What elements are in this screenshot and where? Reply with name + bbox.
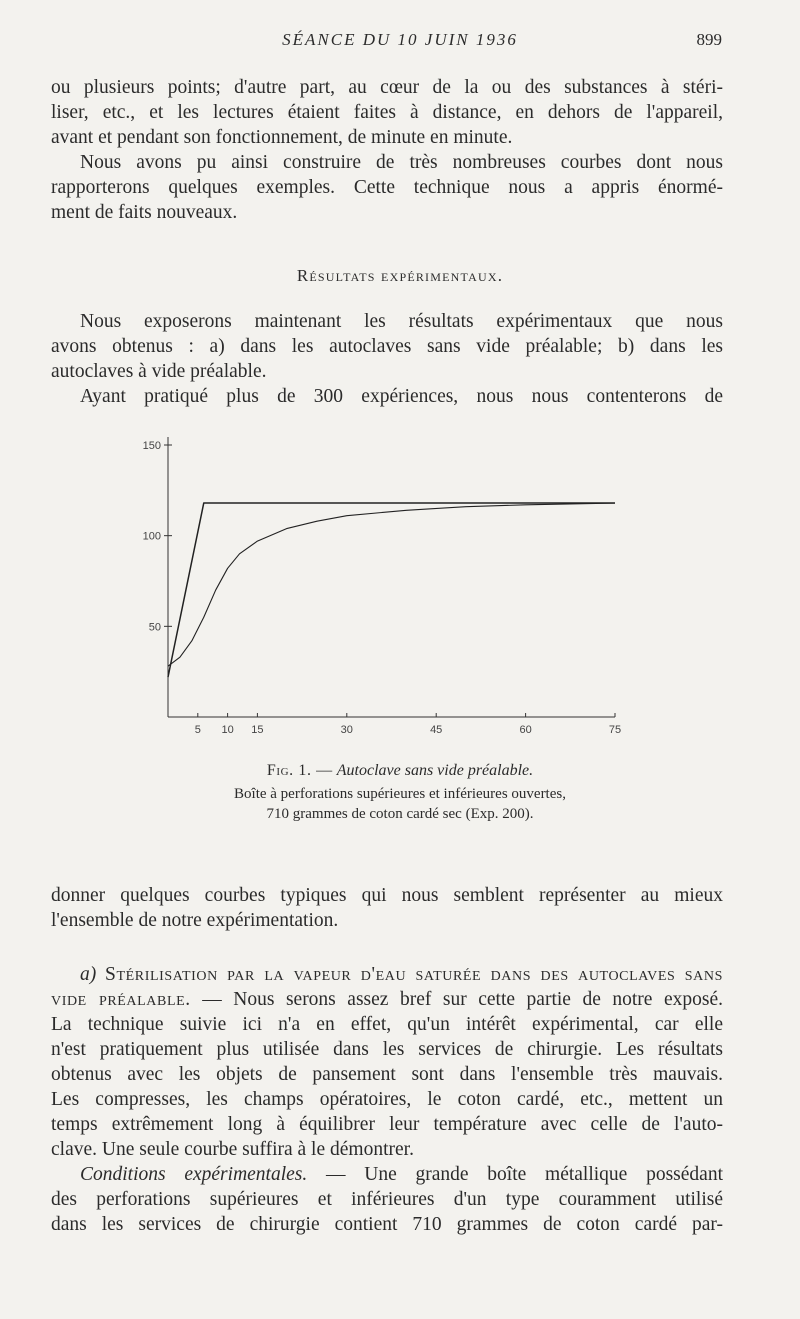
running-title: SÉANCE DU 10 JUIN 1936 — [282, 30, 518, 49]
text-line: Nous exposerons maintenant les résultats expérimentaux que nous — [80, 311, 723, 332]
figure-caption-line: 710 grammes de coton cardé sec (Exp. 200). — [266, 806, 534, 822]
section-marker: a) — [80, 964, 97, 985]
text-line: n'est pratiquement plus utilisée dans les services de chirurgie. Les résultats — [51, 1039, 723, 1060]
conditions-line — [51, 1162, 723, 1187]
section-heading: Résultats expérimentaux. — [296, 266, 504, 285]
x-tick-label: 15 — [251, 724, 264, 736]
x-tick-label: 30 — [340, 724, 353, 736]
text-line: dans les services de chirurgie contient 710 grammes de coton cardé par- — [51, 1214, 723, 1235]
text-line: ment de faits nouveaux. — [51, 202, 238, 223]
text-line: liser, etc., et les lectures étaient faites à distance, en dehors de l'appareil, — [51, 102, 723, 123]
figure-caption-line: Boîte à perforations supérieures et inférieures ouvertes, — [234, 786, 566, 802]
page-header — [0, 30, 800, 54]
x-tick-label: 10 — [221, 724, 234, 736]
text-line: l'ensemble de notre expérimentation. — [51, 910, 339, 931]
conditions-label: Conditions expérimentales. — [80, 1164, 308, 1185]
paragraph-results — [51, 309, 723, 409]
figure-1-chart — [120, 425, 640, 745]
x-tick-label: 60 — [519, 724, 532, 736]
text-line: donner quelques courbes typiques qui nous semblent représenter au mieux — [51, 885, 723, 906]
page-number: 899 — [696, 30, 722, 49]
x-tick-label: 75 — [608, 724, 622, 736]
text-line: avant et pendant son fonctionnement, de minute en minute. — [51, 127, 513, 148]
caption-title: Autoclave sans vide préalable. — [336, 762, 534, 779]
text-line: La technique suivie ici n'a en effet, qu'un intérêt expérimental, car elle — [51, 1014, 723, 1035]
series-line-2 — [168, 503, 615, 666]
y-tick-label: 100 — [142, 530, 161, 543]
figure-caption-title — [0, 762, 800, 780]
text-fragment: — Une grande boîte métallique possédant — [307, 1164, 723, 1185]
paragraph-intro — [51, 75, 723, 225]
text-line: obtenus avec les objets de pansement sont dans l'ensemble très mauvais. — [51, 1064, 723, 1085]
y-tick-label: 150 — [142, 440, 161, 452]
section-a-title-line — [51, 987, 723, 1012]
text-line: Nous avons pu ainsi construire de très nombreuses courbes dont nous — [80, 152, 723, 173]
series-line-1 — [168, 503, 615, 677]
section-title-cont: vide préalable. — [51, 989, 191, 1010]
text-line: rapporterons quelques exemples. Cette technique nous a appris énormé- — [51, 177, 723, 198]
paragraph-continuation — [51, 883, 723, 933]
section-title: Stérilisation par la vapeur d'eau saturée dans des autoclaves sans — [105, 964, 723, 985]
text-line: avons obtenus : a) dans les autoclaves sans vide préalable; b) dans les — [51, 336, 723, 357]
text-line: temps extrêmement long à équilibrer leur température avec celle de l'auto- — [51, 1114, 723, 1135]
text-line: Ayant pratiqué plus de 300 expériences, nous nous contenterons de — [80, 386, 723, 407]
text-line: clave. Une seule courbe suffira à le démontrer. — [51, 1139, 414, 1160]
y-tick-label: 50 — [148, 621, 161, 634]
section-a — [51, 962, 723, 1237]
text-line: Les compresses, les champs opératoires, le coton cardé, etc., mettent un — [51, 1089, 723, 1110]
x-tick-label: 5 — [194, 724, 201, 736]
caption-label: Fig. 1. — — [266, 762, 333, 779]
text-fragment: — Nous serons assez bref sur cette partie de notre exposé. — [190, 989, 723, 1010]
text-line: ou plusieurs points; d'autre part, au cœur de la ou des substances à stéri- — [51, 77, 723, 98]
section-a-title-line — [51, 962, 723, 987]
text-line: autoclaves à vide préalable. — [51, 361, 267, 382]
text-line: des perforations supérieures et inférieures d'un type couramment utilisé — [51, 1189, 723, 1210]
x-tick-label: 45 — [430, 724, 443, 736]
